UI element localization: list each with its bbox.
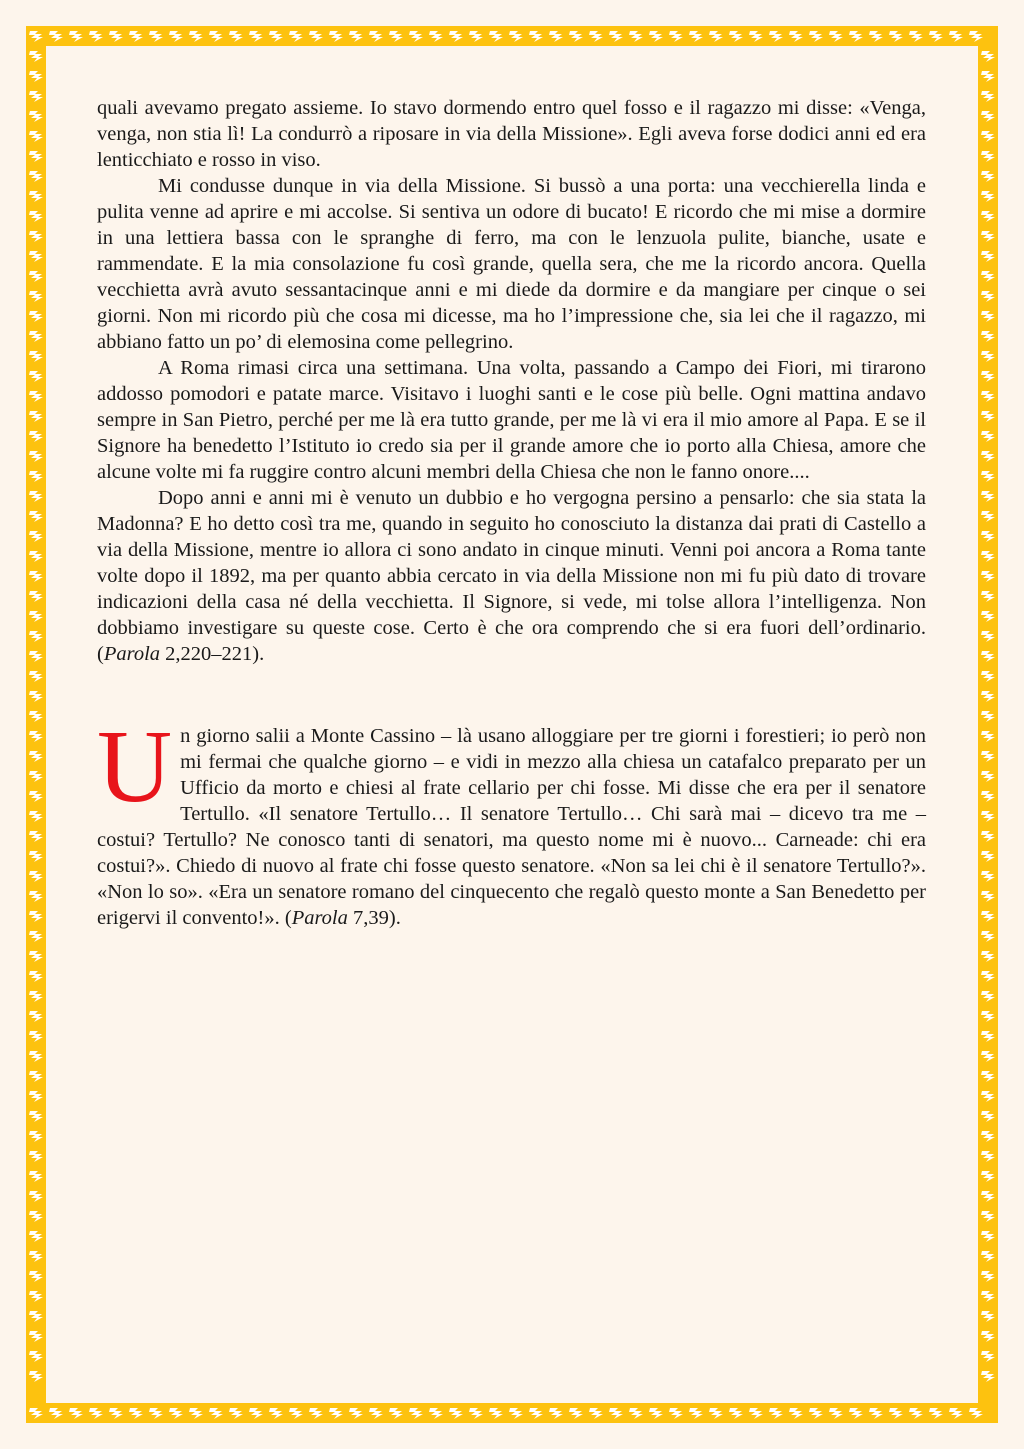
- zigzag-arrow-icon: [246, 26, 266, 46]
- zigzag-arrow-icon: [866, 1403, 886, 1423]
- zigzag-arrow-icon: [26, 586, 46, 606]
- zigzag-arrow-icon: [726, 1403, 746, 1423]
- zigzag-arrow-icon: [746, 26, 766, 46]
- zigzag-arrow-icon: [206, 1403, 226, 1423]
- zigzag-arrow-icon: [978, 246, 998, 266]
- zigzag-arrow-icon: [978, 66, 998, 86]
- border-left: [26, 46, 46, 1403]
- zigzag-arrow-icon: [978, 286, 998, 306]
- zigzag-arrow-icon: [406, 1403, 426, 1423]
- zigzag-arrow-icon: [978, 766, 998, 786]
- zigzag-arrow-icon: [26, 306, 46, 326]
- zigzag-arrow-icon: [978, 106, 998, 126]
- zigzag-arrow-icon: [146, 26, 166, 46]
- zigzag-arrow-icon: [646, 26, 666, 46]
- zigzag-arrow-icon: [306, 1403, 326, 1423]
- citation-reference: 7,39).: [347, 907, 401, 929]
- zigzag-arrow-icon: [466, 1403, 486, 1423]
- zigzag-arrow-icon: [26, 346, 46, 366]
- zigzag-arrow-icon: [978, 206, 998, 226]
- zigzag-arrow-icon: [26, 46, 46, 66]
- zigzag-arrow-icon: [978, 526, 998, 546]
- zigzag-arrow-icon: [978, 1186, 998, 1206]
- zigzag-arrow-icon: [66, 1403, 86, 1423]
- zigzag-arrow-icon: [978, 1266, 998, 1286]
- zigzag-arrow-icon: [978, 1206, 998, 1226]
- zigzag-arrow-icon: [26, 206, 46, 226]
- zigzag-arrow-icon: [978, 1026, 998, 1046]
- zigzag-arrow-icon: [326, 1403, 346, 1423]
- zigzag-arrow-icon: [526, 1403, 546, 1423]
- zigzag-arrow-icon: [26, 446, 46, 466]
- zigzag-arrow-icon: [26, 286, 46, 306]
- zigzag-arrow-icon: [978, 926, 998, 946]
- zigzag-arrow-icon: [978, 1046, 998, 1066]
- zigzag-arrow-icon: [86, 26, 106, 46]
- zigzag-arrow-icon: [978, 1306, 998, 1326]
- zigzag-arrow-icon: [978, 546, 998, 566]
- zigzag-arrow-icon: [306, 26, 326, 46]
- zigzag-arrow-icon: [146, 1403, 166, 1423]
- zigzag-arrow-icon: [346, 26, 366, 46]
- zigzag-arrow-icon: [486, 26, 506, 46]
- zigzag-arrow-icon: [26, 626, 46, 646]
- zigzag-arrow-icon: [978, 266, 998, 286]
- zigzag-arrow-icon: [26, 126, 46, 146]
- citation-reference: 2,220–221).: [160, 643, 265, 665]
- zigzag-arrow-icon: [26, 486, 46, 506]
- zigzag-arrow-icon: [526, 26, 546, 46]
- zigzag-arrow-icon: [966, 26, 986, 46]
- zigzag-arrow-icon: [26, 146, 46, 166]
- zigzag-arrow-icon: [546, 1403, 566, 1423]
- zigzag-arrow-icon: [926, 26, 946, 46]
- zigzag-arrow-icon: [106, 26, 126, 46]
- zigzag-arrow-icon: [26, 26, 46, 46]
- zigzag-arrow-icon: [506, 1403, 526, 1423]
- zigzag-arrow-icon: [926, 1403, 946, 1423]
- zigzag-arrow-icon: [26, 846, 46, 866]
- zigzag-arrow-icon: [26, 466, 46, 486]
- zigzag-arrow-icon: [286, 1403, 306, 1423]
- zigzag-arrow-icon: [26, 1246, 46, 1266]
- zigzag-arrow-icon: [978, 166, 998, 186]
- zigzag-arrow-icon: [978, 486, 998, 506]
- zigzag-arrow-icon: [978, 1226, 998, 1246]
- zigzag-arrow-icon: [978, 506, 998, 526]
- zigzag-arrow-icon: [26, 566, 46, 586]
- zigzag-arrow-icon: [26, 1266, 46, 1286]
- zigzag-arrow-icon: [978, 186, 998, 206]
- zigzag-arrow-icon: [26, 766, 46, 786]
- zigzag-arrow-icon: [978, 946, 998, 966]
- zigzag-arrow-icon: [206, 26, 226, 46]
- zigzag-arrow-icon: [786, 26, 806, 46]
- zigzag-arrow-icon: [26, 1166, 46, 1186]
- paragraph-roma: A Roma rimasi circa una settimana. Una volta, passando a Campo dei Fiori, mi tirarono addosso pomodori e patate marce. Visitavo i luoghi santi e le cose più belle. Ogni mattina andavo sempre in San Pietro, perché per me là era tutto grande, per me là vi era il mio amore al Papa. E se il Signore ha benedetto l’Istituto io credo sia per il grande amore che io porto alla Chiesa, amore che alcune volte mi fa ruggire contro alcuni membri della Chiesa che non le fanno onore....: [97, 357, 926, 483]
- zigzag-arrow-icon: [978, 866, 998, 886]
- zigzag-arrow-icon: [26, 226, 46, 246]
- zigzag-arrow-icon: [26, 106, 46, 126]
- zigzag-arrow-icon: [586, 26, 606, 46]
- zigzag-arrow-icon: [626, 26, 646, 46]
- zigzag-arrow-icon: [26, 606, 46, 626]
- zigzag-arrow-icon: [766, 26, 786, 46]
- zigzag-arrow-icon: [186, 26, 206, 46]
- zigzag-arrow-icon: [186, 1403, 206, 1423]
- zigzag-arrow-icon: [26, 366, 46, 386]
- zigzag-arrow-icon: [26, 966, 46, 986]
- zigzag-arrow-icon: [566, 26, 586, 46]
- citation-source: Parola: [291, 907, 348, 929]
- zigzag-arrow-icon: [26, 1366, 46, 1386]
- zigzag-arrow-icon: [978, 806, 998, 826]
- zigzag-arrow-icon: [26, 326, 46, 346]
- zigzag-arrow-icon: [26, 786, 46, 806]
- zigzag-arrow-icon: [226, 1403, 246, 1423]
- zigzag-arrow-icon: [446, 1403, 466, 1423]
- zigzag-arrow-icon: [978, 46, 998, 66]
- zigzag-arrow-icon: [978, 986, 998, 1006]
- zigzag-arrow-icon: [978, 1066, 998, 1086]
- zigzag-arrow-icon: [978, 1166, 998, 1186]
- zigzag-arrow-icon: [978, 366, 998, 386]
- zigzag-arrow-icon: [978, 886, 998, 906]
- zigzag-arrow-icon: [978, 126, 998, 146]
- zigzag-arrow-icon: [686, 26, 706, 46]
- border-bottom: [26, 1403, 998, 1423]
- zigzag-arrow-icon: [978, 846, 998, 866]
- paragraph-dubbio: [97, 485, 926, 667]
- zigzag-arrow-icon: [978, 706, 998, 726]
- zigzag-arrow-icon: [978, 646, 998, 666]
- zigzag-arrow-icon: [386, 1403, 406, 1423]
- zigzag-arrow-icon: [286, 26, 306, 46]
- zigzag-arrow-icon: [26, 726, 46, 746]
- zigzag-arrow-icon: [978, 686, 998, 706]
- paragraph-text: n giorno salii a Monte Cassino – là usano alloggiare per tre giorni i forestieri; io però non mi fermai che qualche giorno – e vidi in mezzo alla chiesa un catafalco preparato per un Ufficio da morto e chiesi al frate cellario per chi fosse. Mi disse che era per il senatore Tertullo. «Il senatore Tertullo… Il senatore Tertullo… Chi sarà mai – dicevo tra me – costui? Tertullo? Ne conosco tanti di senatori, ma questo nome mi è nuovo... Carneade: chi era costui?». Chiedo di nuovo al frate chi fosse questo senatore. «Non sa lei chi è il senatore Tertullo?». «Non lo so». «Era un senatore romano del cinquecento che regalò questo monte a San Benedetto per erigervi il convento!». (: [97, 725, 926, 929]
- zigzag-arrow-icon: [26, 746, 46, 766]
- zigzag-arrow-icon: [978, 626, 998, 646]
- zigzag-arrow-icon: [26, 926, 46, 946]
- zigzag-arrow-icon: [906, 26, 926, 46]
- zigzag-arrow-icon: [978, 86, 998, 106]
- zigzag-arrow-icon: [26, 686, 46, 706]
- zigzag-arrow-icon: [446, 26, 466, 46]
- zigzag-arrow-icon: [426, 26, 446, 46]
- zigzag-arrow-icon: [626, 1403, 646, 1423]
- zigzag-arrow-icon: [246, 1403, 266, 1423]
- zigzag-arrow-icon: [978, 446, 998, 466]
- zigzag-arrow-icon: [766, 1403, 786, 1423]
- zigzag-arrow-icon: [406, 26, 426, 46]
- zigzag-arrow-icon: [606, 26, 626, 46]
- zigzag-arrow-icon: [26, 1286, 46, 1306]
- zigzag-arrow-icon: [26, 1206, 46, 1226]
- drop-cap: U: [97, 709, 173, 824]
- paragraph-monte-cassino: [97, 709, 926, 931]
- zigzag-arrow-icon: [26, 1086, 46, 1106]
- zigzag-arrow-icon: [86, 1403, 106, 1423]
- paragraph-text: Dopo anni e anni mi è venuto un dubbio e ho vergogna persino a pensarlo: che sia stata la Madonna? E ho detto così tra me, quando in seguito ho conosciuto la distanza dai prati di Castello a via della Missione, mentre io allora ci sono andato in cinque minuti. Venni poi ancora a Roma tante volte dopo il 1892, ma per quanto abbia cercato in via della Missione non mi fu più dato di trovare indicazioni della casa né della vecchietta. Il Signore, si vede, mi tolse allora l’intelligenza. Non dobbiamo investigare su queste cose. Certo è che ora comprendo che si era fuori dell’ordinario. (: [97, 487, 926, 665]
- section-separator: [97, 667, 926, 723]
- zigzag-arrow-icon: [978, 146, 998, 166]
- zigzag-arrow-icon: [978, 566, 998, 586]
- zigzag-arrow-icon: [646, 1403, 666, 1423]
- zigzag-arrow-icon: [266, 26, 286, 46]
- zigzag-arrow-icon: [978, 1246, 998, 1266]
- zigzag-arrow-icon: [46, 1403, 66, 1423]
- zigzag-arrow-icon: [966, 1403, 986, 1423]
- zigzag-arrow-icon: [366, 1403, 386, 1423]
- zigzag-arrow-icon: [666, 1403, 686, 1423]
- zigzag-arrow-icon: [606, 1403, 626, 1423]
- zigzag-arrow-icon: [26, 66, 46, 86]
- zigzag-arrow-icon: [26, 1126, 46, 1146]
- zigzag-arrow-icon: [26, 1026, 46, 1046]
- zigzag-arrow-icon: [346, 1403, 366, 1423]
- zigzag-arrow-icon: [26, 166, 46, 186]
- zigzag-arrow-icon: [806, 1403, 826, 1423]
- zigzag-arrow-icon: [26, 506, 46, 526]
- citation-source: Parola: [103, 643, 161, 665]
- zigzag-arrow-icon: [26, 826, 46, 846]
- zigzag-arrow-icon: [26, 1066, 46, 1086]
- zigzag-arrow-icon: [466, 26, 486, 46]
- zigzag-arrow-icon: [26, 546, 46, 566]
- zigzag-arrow-icon: [978, 966, 998, 986]
- zigzag-arrow-icon: [666, 26, 686, 46]
- zigzag-arrow-icon: [826, 1403, 846, 1423]
- zigzag-arrow-icon: [978, 586, 998, 606]
- zigzag-arrow-icon: [226, 26, 246, 46]
- zigzag-arrow-icon: [978, 746, 998, 766]
- zigzag-arrow-icon: [26, 266, 46, 286]
- zigzag-arrow-icon: [486, 1403, 506, 1423]
- zigzag-arrow-icon: [26, 186, 46, 206]
- zigzag-arrow-icon: [978, 1326, 998, 1346]
- zigzag-arrow-icon: [746, 1403, 766, 1423]
- border-right: [978, 46, 998, 1403]
- zigzag-arrow-icon: [106, 1403, 126, 1423]
- zigzag-arrow-icon: [26, 1403, 46, 1423]
- zigzag-arrow-icon: [786, 1403, 806, 1423]
- zigzag-arrow-icon: [978, 1346, 998, 1366]
- zigzag-arrow-icon: [26, 886, 46, 906]
- zigzag-arrow-icon: [26, 1046, 46, 1066]
- zigzag-arrow-icon: [26, 246, 46, 266]
- zigzag-arrow-icon: [978, 666, 998, 686]
- zigzag-arrow-icon: [946, 1403, 966, 1423]
- zigzag-arrow-icon: [978, 306, 998, 326]
- zigzag-arrow-icon: [978, 1126, 998, 1146]
- zigzag-arrow-icon: [978, 1006, 998, 1026]
- zigzag-arrow-icon: [426, 1403, 446, 1423]
- zigzag-arrow-icon: [26, 866, 46, 886]
- zigzag-arrow-icon: [978, 326, 998, 346]
- border-top: [26, 26, 998, 46]
- zigzag-arrow-icon: [26, 406, 46, 426]
- zigzag-arrow-icon: [26, 1186, 46, 1206]
- zigzag-arrow-icon: [26, 526, 46, 546]
- zigzag-arrow-icon: [26, 666, 46, 686]
- zigzag-arrow-icon: [978, 1366, 998, 1386]
- zigzag-arrow-icon: [906, 1403, 926, 1423]
- zigzag-arrow-icon: [978, 1146, 998, 1166]
- zigzag-arrow-icon: [26, 1306, 46, 1326]
- zigzag-arrow-icon: [66, 26, 86, 46]
- zigzag-arrow-icon: [846, 1403, 866, 1423]
- zigzag-arrow-icon: [978, 826, 998, 846]
- zigzag-arrow-icon: [126, 26, 146, 46]
- zigzag-arrow-icon: [886, 1403, 906, 1423]
- zigzag-arrow-icon: [978, 606, 998, 626]
- zigzag-arrow-icon: [546, 26, 566, 46]
- zigzag-arrow-icon: [26, 646, 46, 666]
- page-body: [97, 95, 926, 931]
- zigzag-arrow-icon: [26, 426, 46, 446]
- zigzag-arrow-icon: [726, 26, 746, 46]
- zigzag-arrow-icon: [166, 26, 186, 46]
- zigzag-arrow-icon: [866, 26, 886, 46]
- zigzag-arrow-icon: [978, 1106, 998, 1126]
- zigzag-arrow-icon: [978, 1286, 998, 1306]
- zigzag-arrow-icon: [566, 1403, 586, 1423]
- zigzag-arrow-icon: [26, 1226, 46, 1246]
- zigzag-arrow-icon: [26, 946, 46, 966]
- zigzag-arrow-icon: [846, 26, 866, 46]
- zigzag-arrow-icon: [806, 26, 826, 46]
- paragraph-continuation: quali avevamo pregato assieme. Io stavo dormendo entro quel fosso e il ragazzo mi disse: «Venga, venga, non stia lì! La condurrò a riposare in via della Missione». Egli aveva forse dodici anni ed era lenticchiato e rosso in viso.: [97, 97, 926, 171]
- zigzag-arrow-icon: [978, 726, 998, 746]
- zigzag-arrow-icon: [978, 1086, 998, 1106]
- paragraph-via-missione: Mi condusse dunque in via della Missione. Si bussò a una porta: una vecchierella linda e pulita venne ad aprire e mi accolse. Si sentiva un odore di bucato! E ricordo che mi mise a dormire in una lettiera bassa con le spranghe di ferro, ma con le lenzuola pulite, bianche, usate e rammendate. E la mia consolazione fu così grande, quella sera, che me la ricordo ancora. Quella vecchietta avrà avuto sessantacinque anni e mi diede da dormire e da mangiare per cinque o sei giorni. Non mi ricordo più che cosa mi dicesse, ma ho l’impressione che, sia lei che il ragazzo, mi abbiano fatto un po’ di elemosina come pellegrino.: [97, 175, 926, 353]
- zigzag-arrow-icon: [978, 426, 998, 446]
- zigzag-arrow-icon: [266, 1403, 286, 1423]
- zigzag-arrow-icon: [26, 1326, 46, 1346]
- zigzag-arrow-icon: [326, 26, 346, 46]
- zigzag-arrow-icon: [886, 26, 906, 46]
- zigzag-arrow-icon: [978, 906, 998, 926]
- zigzag-arrow-icon: [978, 386, 998, 406]
- zigzag-arrow-icon: [506, 26, 526, 46]
- zigzag-arrow-icon: [686, 1403, 706, 1423]
- zigzag-arrow-icon: [26, 1106, 46, 1126]
- zigzag-arrow-icon: [46, 26, 66, 46]
- zigzag-arrow-icon: [978, 406, 998, 426]
- zigzag-arrow-icon: [126, 1403, 146, 1423]
- zigzag-arrow-icon: [26, 1146, 46, 1166]
- zigzag-arrow-icon: [826, 26, 846, 46]
- zigzag-arrow-icon: [706, 1403, 726, 1423]
- zigzag-arrow-icon: [26, 986, 46, 1006]
- zigzag-arrow-icon: [26, 906, 46, 926]
- zigzag-arrow-icon: [978, 786, 998, 806]
- zigzag-arrow-icon: [26, 386, 46, 406]
- zigzag-arrow-icon: [166, 1403, 186, 1423]
- zigzag-arrow-icon: [26, 86, 46, 106]
- zigzag-arrow-icon: [586, 1403, 606, 1423]
- zigzag-arrow-icon: [26, 1346, 46, 1366]
- zigzag-arrow-icon: [946, 26, 966, 46]
- zigzag-arrow-icon: [386, 26, 406, 46]
- zigzag-arrow-icon: [978, 226, 998, 246]
- zigzag-arrow-icon: [706, 26, 726, 46]
- zigzag-arrow-icon: [26, 1006, 46, 1026]
- zigzag-arrow-icon: [978, 466, 998, 486]
- zigzag-arrow-icon: [366, 26, 386, 46]
- zigzag-arrow-icon: [978, 346, 998, 366]
- zigzag-arrow-icon: [26, 806, 46, 826]
- zigzag-arrow-icon: [26, 706, 46, 726]
